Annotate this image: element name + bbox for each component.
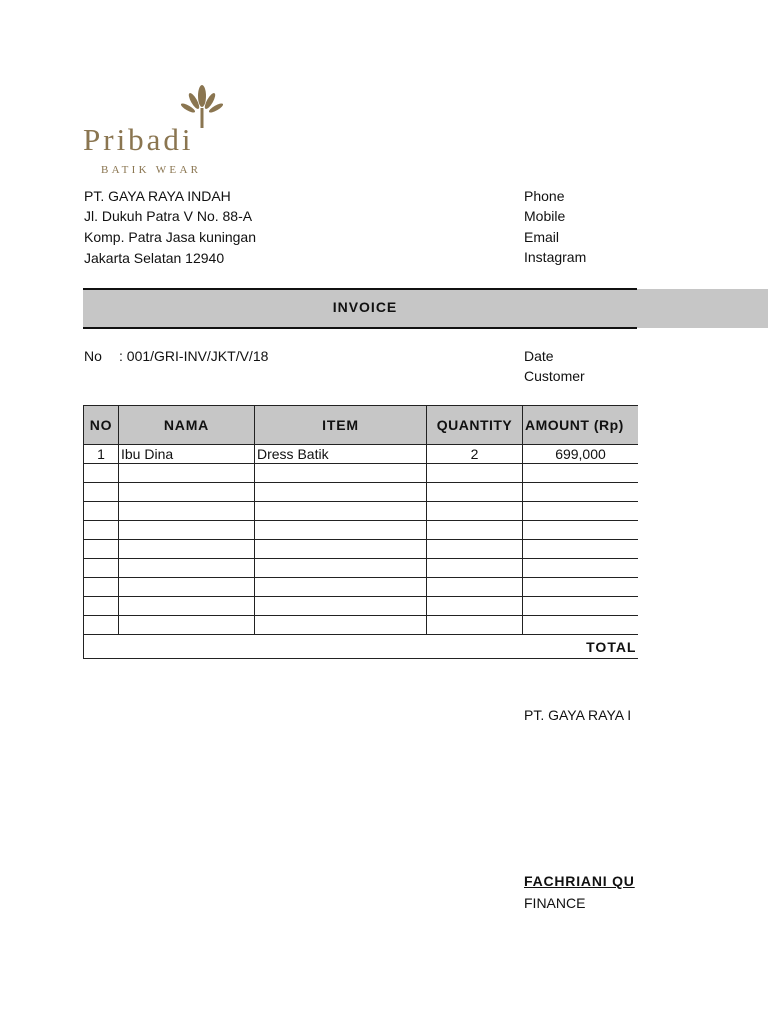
table-row [84, 502, 639, 521]
cell-quantity: 2 [427, 445, 523, 464]
cell-nama: Ibu Dina [119, 445, 255, 464]
banner-bottom-rule [83, 327, 637, 329]
cell-amount [523, 616, 639, 635]
cell-item [255, 502, 427, 521]
table-header-row [84, 406, 639, 445]
table-row [84, 616, 639, 635]
invoice-number-value: : 001/GRI-INV/JKT/V/18 [119, 348, 269, 364]
cell-quantity [427, 464, 523, 483]
cell-no: 1 [84, 445, 119, 464]
total-row [84, 635, 639, 659]
cell-quantity [427, 578, 523, 597]
cell-amount [523, 483, 639, 502]
invoice-table [83, 405, 638, 659]
cell-no [84, 483, 119, 502]
total-label: TOTAL [84, 635, 639, 659]
cell-amount [523, 540, 639, 559]
invoice-number-label: No [84, 348, 102, 364]
header-nama: NAMA [119, 406, 255, 445]
header-no: NO [84, 406, 119, 445]
cell-item [255, 483, 427, 502]
cell-no [84, 597, 119, 616]
table-row [84, 464, 639, 483]
cell-nama [119, 559, 255, 578]
signatory-role: FINANCE [524, 895, 586, 911]
cell-no [84, 502, 119, 521]
cell-no [84, 616, 119, 635]
phone-label: Phone [524, 188, 565, 204]
table-row [84, 597, 639, 616]
instagram-label: Instagram [524, 249, 587, 265]
cell-quantity [427, 616, 523, 635]
cell-quantity [427, 540, 523, 559]
cell-amount [523, 578, 639, 597]
cell-quantity [427, 559, 523, 578]
header-item: ITEM [255, 406, 427, 445]
cell-amount [523, 521, 639, 540]
brand-logo [83, 84, 243, 184]
invoice-title-text: INVOICE [332, 299, 398, 315]
email-label: Email [524, 229, 560, 245]
cell-nama [119, 540, 255, 559]
cell-nama [119, 464, 255, 483]
cell-quantity [427, 521, 523, 540]
cell-quantity [427, 502, 523, 521]
cell-no [84, 464, 119, 483]
cell-quantity [427, 483, 523, 502]
cell-amount [523, 464, 639, 483]
table-row [84, 559, 639, 578]
company-address-2: Komp. Patra Jasa kuningan [84, 229, 256, 245]
cell-nama [119, 597, 255, 616]
banner-top-rule [83, 288, 637, 290]
cell-amount [523, 597, 639, 616]
table-row [84, 445, 639, 464]
cell-nama [119, 616, 255, 635]
cell-amount [523, 559, 639, 578]
mobile-label: Mobile [524, 208, 566, 224]
cell-no [84, 540, 119, 559]
cell-item [255, 464, 427, 483]
header-amount: AMOUNT (Rp) [523, 406, 639, 445]
cell-item: Dress Batik [255, 445, 427, 464]
header-quantity: QUANTITY [427, 406, 523, 445]
company-address-3: Jakarta Selatan 12940 [84, 250, 225, 266]
customer-label: Customer [524, 368, 585, 384]
cell-quantity [427, 597, 523, 616]
cell-nama [119, 521, 255, 540]
table-row [84, 540, 639, 559]
cell-nama [119, 483, 255, 502]
cell-item [255, 616, 427, 635]
brand-name: Pribadi [83, 122, 194, 157]
invoice-title [83, 299, 768, 315]
cell-no [84, 559, 119, 578]
table-row [84, 578, 639, 597]
cell-item [255, 578, 427, 597]
cell-item [255, 597, 427, 616]
company-name: PT. GAYA RAYA INDAH [84, 188, 231, 204]
cell-nama [119, 502, 255, 521]
cell-item [255, 521, 427, 540]
brand-tagline: BATIK WEAR [101, 164, 202, 176]
date-label: Date [524, 348, 554, 364]
cell-amount: 699,000 [523, 445, 639, 464]
table-row [84, 483, 639, 502]
cell-no [84, 521, 119, 540]
invoice-table-wrapper [83, 405, 638, 664]
cell-no [84, 578, 119, 597]
table-row [84, 521, 639, 540]
cell-amount [523, 502, 639, 521]
cell-nama [119, 578, 255, 597]
signature-company: PT. GAYA RAYA I [524, 707, 632, 723]
cell-item [255, 559, 427, 578]
cell-item [255, 540, 427, 559]
signatory-name: FACHRIANI QU [524, 873, 635, 889]
company-address-1: Jl. Dukuh Patra V No. 88-A [84, 208, 253, 224]
